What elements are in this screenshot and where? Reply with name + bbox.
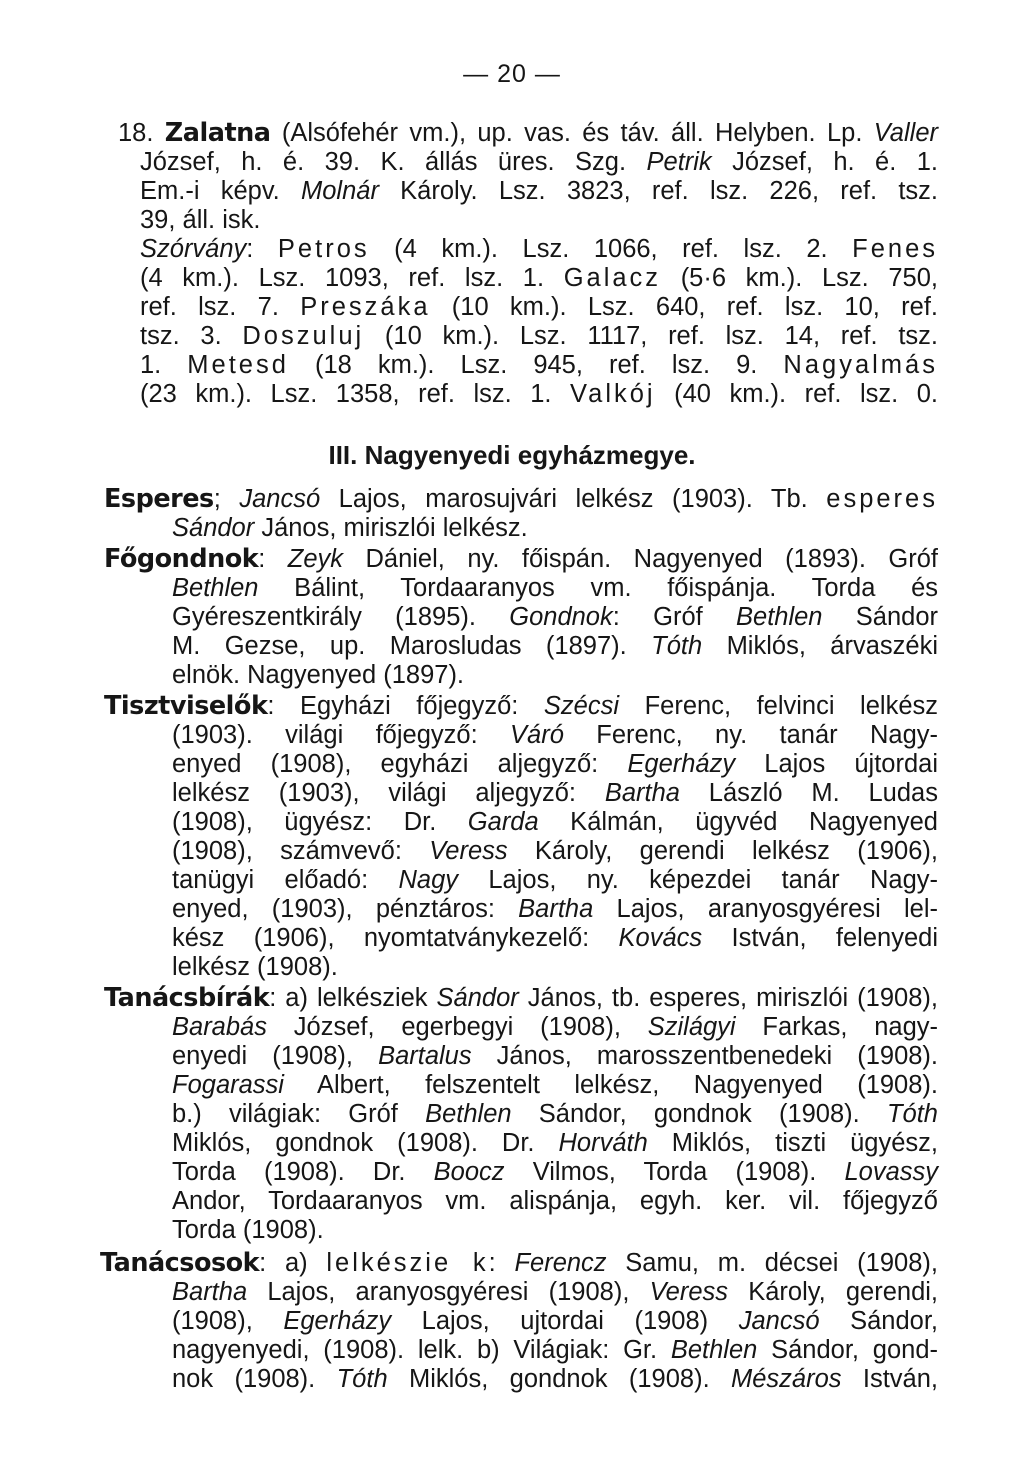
italic-name: Bartha <box>172 1278 248 1306</box>
text-run: József, egerbegyi (1908), <box>266 1013 648 1041</box>
text-run: M. Gezse, up. Marosludas (1897). <box>172 632 652 660</box>
text-run: : <box>488 1249 515 1277</box>
text-line <box>172 778 938 808</box>
text-run: Vilmos, Torda (1908). <box>504 1158 845 1186</box>
text-run: b.) világiak: Gróf <box>172 1100 426 1128</box>
text-run: Miklós, gondnok (1908). Dr. <box>172 1129 559 1157</box>
text-line <box>172 749 938 779</box>
text-run: Sándor, gond- <box>757 1336 938 1364</box>
italic-name: Veress <box>649 1278 729 1306</box>
spaced-place-name: Fenes <box>852 235 938 263</box>
text-run: elnök. Nagyenyed (1897). <box>172 661 465 689</box>
text-line <box>172 513 528 543</box>
italic-name: Molnár <box>301 177 379 205</box>
italic-name: Ferencz <box>514 1249 607 1277</box>
text-run: : Gróf <box>612 603 736 631</box>
italic-name: Jancsó <box>239 485 321 513</box>
italic-name: Sándor <box>436 984 519 1012</box>
text-run: : <box>258 545 288 573</box>
text-run: tsz. 3. <box>140 322 243 350</box>
italic-name: Bethlen <box>736 603 823 631</box>
text-run: János, marosszentbenedeki (1908). <box>471 1042 939 1070</box>
section-title: III. Nagyenyedi egyházmegye. <box>328 440 696 470</box>
page-number: — 20 — <box>463 60 561 88</box>
italic-name: Boocz <box>433 1158 505 1186</box>
text-run: tanügyi előadó: <box>172 866 399 894</box>
text-run: : a) <box>259 1249 327 1277</box>
text-line <box>140 292 938 322</box>
italic-name: Egerházy <box>627 750 736 778</box>
spaced-place-name: Valkój <box>570 380 656 408</box>
text-run: : Egyházi főjegyző: <box>267 692 544 720</box>
text-run: (10 km.). Lsz. 1117, ref. lsz. 14, ref. tsz. <box>364 322 938 350</box>
italic-name: Jancsó <box>738 1307 820 1335</box>
text-line <box>172 1306 938 1336</box>
spaced-place-name: Metesd <box>187 351 289 379</box>
text-run: Károly. Lsz. 3823, ref. lsz. 226, ref. tsz. <box>378 177 939 205</box>
text-line <box>104 484 938 514</box>
italic-name: Lovassy <box>844 1158 938 1186</box>
spaced-place-name: Preszáka <box>300 293 431 321</box>
text-run: István, <box>841 1365 938 1393</box>
text-run: Lajos, marosujvári lelkész (1903). Tb. <box>320 485 827 513</box>
text-run: István, felenyedi <box>702 924 938 952</box>
text-line <box>172 1277 938 1307</box>
text-line <box>172 1070 938 1100</box>
italic-name: Fogarassi <box>172 1071 284 1099</box>
text-run: (4 km.). Lsz. 1093, ref. lsz. 1. <box>140 264 564 292</box>
text-line <box>140 205 260 235</box>
section-heading: Főgondnok <box>104 544 259 574</box>
text-line <box>140 321 938 351</box>
italic-name: Gondnok <box>509 603 613 631</box>
text-line <box>140 147 938 177</box>
italic-name: Bartalus <box>378 1042 472 1070</box>
italic-name: Kovács <box>618 924 703 952</box>
text-run: Miklós, gondnok (1908). <box>387 1365 731 1393</box>
text-run: enyedi (1908), <box>172 1042 379 1070</box>
text-run: Miklós, árvaszéki <box>702 632 938 660</box>
text-line <box>172 1157 938 1187</box>
italic-name: Tóth <box>886 1100 938 1128</box>
italic-name: Tóth <box>336 1365 388 1393</box>
text-run: : <box>246 235 278 263</box>
text-run: Albert, felszentelt lelkész, Nagyenyed (1908). <box>283 1071 938 1099</box>
italic-name: Horváth <box>558 1129 648 1157</box>
italic-name: Tóth <box>651 632 703 660</box>
text-run: Sándor, <box>819 1307 938 1335</box>
text-line <box>172 865 938 895</box>
text-run: Samu, m. décsei (1908), <box>606 1249 938 1277</box>
section-heading: Zalatna <box>164 118 271 148</box>
spaced-place-name: Galacz <box>563 264 662 292</box>
italic-name: Bethlen <box>670 1336 758 1364</box>
spaced-place-name: Nagyalmás <box>783 351 938 379</box>
text-run: Sándor <box>822 603 939 631</box>
text-run: 39, áll. isk. <box>140 206 261 234</box>
text-run: Torda (1908). <box>172 1216 324 1244</box>
text-run: Andor, Tordaaranyos vm. alispánja, egyh. ker. vil. főjegyző <box>172 1187 938 1215</box>
text-line <box>172 923 938 953</box>
text-run: (1908), számvevő: <box>172 837 430 865</box>
text-line <box>172 602 938 632</box>
italic-name: Szécsi <box>543 692 620 720</box>
text-line <box>104 691 938 721</box>
text-line <box>172 1335 938 1365</box>
text-run: (23 km.). Lsz. 1358, ref. lsz. 1. <box>140 380 571 408</box>
text-run: nagyenyedi, (1908). lelk. b) Világiak: Gr. <box>172 1336 671 1364</box>
section-heading: Tanácsbírák <box>104 983 270 1013</box>
text-run: Sándor, gondnok (1908). <box>511 1100 887 1128</box>
text-run: Lajos újtordai <box>735 750 939 778</box>
text-run: Lajos, aranyosgyéresi (1908), <box>247 1278 650 1306</box>
text-run: kész (1906), nyomtatványkezelő: <box>172 924 619 952</box>
italic-name: Szilágyi <box>647 1013 736 1041</box>
text-line <box>172 720 938 750</box>
text-line <box>172 660 464 690</box>
text-line <box>172 807 938 837</box>
text-run: Károly, gerendi lelkész (1906), <box>507 837 938 865</box>
text-run: József, h. é. 1. <box>711 148 939 176</box>
italic-name: Mészáros <box>731 1365 842 1393</box>
spaced-place-name: lelkészie k <box>326 1249 489 1277</box>
text-line <box>172 1364 938 1394</box>
spaced-place-name: Petros <box>277 235 370 263</box>
text-line <box>172 1215 324 1245</box>
text-run: ; <box>213 485 240 513</box>
text-run: Ferenc, ny. tanár Nagy- <box>563 721 938 749</box>
italic-name: Petrik <box>646 148 712 176</box>
text-run: János, miriszlói lelkész. <box>254 514 528 542</box>
italic-name: Veress <box>429 837 508 865</box>
text-line <box>172 1012 938 1042</box>
text-run: (40 km.). ref. lsz. 0. <box>655 380 938 408</box>
text-run: nok (1908). <box>172 1365 337 1393</box>
italic-name: Szórvány <box>140 235 247 263</box>
text-line <box>140 350 938 380</box>
text-run: (10 km.). Lsz. 640, ref. lsz. 10, ref. <box>430 293 939 321</box>
text-run: lelkész (1903), világi aljegyző: <box>172 779 605 807</box>
text-run: Lajos, ny. képezdei tanár Nagy- <box>458 866 938 894</box>
text-run: (Alsófehér vm.), up. vas. és táv. áll. Helyben. Lp. <box>270 119 874 147</box>
text-run: (5·6 km.). Lsz. 750, <box>661 264 938 292</box>
text-run: László M. Ludas <box>679 779 938 807</box>
text-run: (1903). világi főjegyző: <box>172 721 511 749</box>
text-run: ref. lsz. 7. <box>140 293 301 321</box>
italic-name: Bethlen <box>425 1100 512 1128</box>
italic-name: Egerházy <box>283 1307 392 1335</box>
text-run: Dániel, ny. főispán. Nagyenyed (1893). Gróf <box>343 545 938 573</box>
text-line <box>172 894 938 924</box>
text-line <box>172 573 938 603</box>
text-run: Lajos, aranyosgyéresi lel- <box>593 895 938 923</box>
text-run: Farkas, nagy- <box>735 1013 938 1041</box>
section-heading: Esperes <box>104 484 214 514</box>
text-run: János, tb. esperes, miriszlói (1908), <box>518 984 938 1012</box>
text-run: Gyéreszentkirály (1895). <box>172 603 510 631</box>
spaced-place-name: Doszuluj <box>242 322 365 350</box>
italic-name: Zeyk <box>287 545 344 573</box>
text-run: Ferenc, felvinci lelkész <box>619 692 939 720</box>
text-line <box>104 983 938 1013</box>
text-line <box>140 234 938 264</box>
text-run: (1908), <box>172 1307 284 1335</box>
text-line <box>140 379 938 409</box>
italic-name: Bethlen <box>172 574 259 602</box>
text-line <box>172 631 938 661</box>
italic-name: Sándor <box>172 514 255 542</box>
italic-name: Garda <box>467 808 539 836</box>
spaced-place-name: esperes <box>826 485 938 513</box>
text-line <box>172 952 338 982</box>
section-heading: Tisztviselők <box>104 691 268 721</box>
text-run: Károly, gerendi, <box>728 1278 939 1306</box>
text-run: enyed (1908), egyházi aljegyző: <box>172 750 628 778</box>
text-run: Bálint, Tordaaranyos vm. főispánja. Torda és <box>258 574 938 602</box>
text-run: 18. <box>118 119 165 147</box>
text-run: Miklós, tiszti ügyész, <box>647 1129 938 1157</box>
text-line <box>172 1128 938 1158</box>
text-line <box>104 544 938 574</box>
text-run: József, h. é. 39. K. állás üres. Szg. <box>140 148 647 176</box>
text-line <box>172 836 938 866</box>
text-run: 1. <box>140 351 188 379</box>
text-line <box>172 1099 938 1129</box>
text-line <box>140 176 938 206</box>
text-line <box>100 1248 938 1278</box>
italic-name: Bartha <box>604 779 680 807</box>
italic-name: Barabás <box>172 1013 267 1041</box>
text-line <box>172 1041 938 1071</box>
italic-name: Nagy <box>398 866 459 894</box>
text-run: (4 km.). Lsz. 1066, ref. lsz. 2. <box>369 235 853 263</box>
text-run: Torda (1908). Dr. <box>172 1158 434 1186</box>
text-line <box>172 1186 938 1216</box>
italic-name: Váró <box>510 721 564 749</box>
text-run: Kálmán, ügyvéd Nagyenyed <box>538 808 938 836</box>
italic-name: Valler <box>873 119 938 147</box>
text-run: Em.-i képv. <box>140 177 301 205</box>
text-run: (1908), ügyész: Dr. <box>172 808 468 836</box>
section-heading: Tanácsosok <box>100 1248 260 1278</box>
text-run: : a) lelkésziek <box>269 984 437 1012</box>
text-line <box>118 118 938 148</box>
italic-name: Bartha <box>518 895 594 923</box>
text-run: enyed, (1903), pénztáros: <box>172 895 519 923</box>
text-run: Lajos, ujtordai (1908) <box>391 1307 739 1335</box>
text-run: lelkész (1908). <box>172 953 338 981</box>
text-line <box>140 263 938 293</box>
text-run: (18 km.). Lsz. 945, ref. lsz. 9. <box>288 351 784 379</box>
